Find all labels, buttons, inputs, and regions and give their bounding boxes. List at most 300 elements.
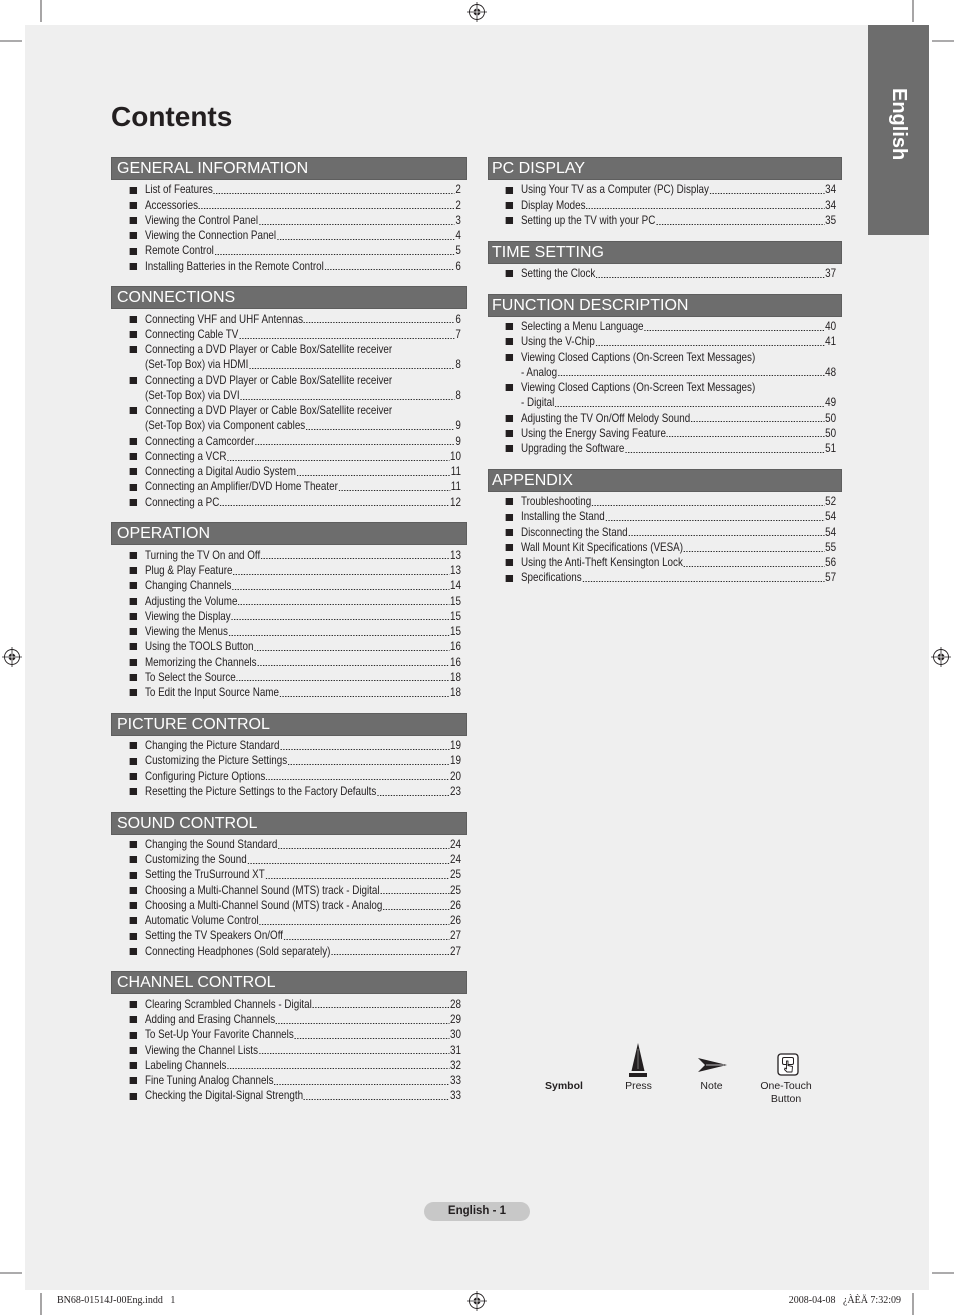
toc-entry xyxy=(128,685,461,700)
page-number: 25 xyxy=(449,867,461,882)
page-number: 16 xyxy=(449,639,461,654)
toc-entry xyxy=(128,342,461,373)
toc-entry xyxy=(128,578,461,593)
dot-leader xyxy=(274,1084,449,1085)
toc-section xyxy=(111,522,467,700)
page-number: 28 xyxy=(449,996,461,1011)
toc-entry xyxy=(128,852,461,867)
toc-entry xyxy=(128,213,461,228)
page-number: 4 xyxy=(455,228,461,243)
entry-line xyxy=(145,342,461,357)
bullet-icon xyxy=(130,887,137,894)
dot-leader xyxy=(261,558,449,559)
press-label: Press xyxy=(625,1079,652,1092)
bullet-icon xyxy=(130,202,137,209)
bullet-icon xyxy=(130,1016,137,1023)
registration-mark-icon xyxy=(2,647,22,667)
entry-title: Viewing the Control Panel xyxy=(144,212,259,227)
entry-line xyxy=(521,380,836,395)
bullet-icon xyxy=(130,468,137,475)
entry-line xyxy=(521,350,836,365)
page-title: Contents xyxy=(111,101,233,132)
dot-leader xyxy=(255,444,454,445)
entry-line xyxy=(521,555,836,570)
entry-line xyxy=(145,357,461,372)
entry-line xyxy=(521,266,836,281)
dot-leader xyxy=(237,680,450,681)
bullet-icon xyxy=(130,659,137,666)
toc-entry xyxy=(128,784,461,799)
entry-line xyxy=(521,426,836,441)
page-number: 12 xyxy=(449,494,461,509)
bullet-icon xyxy=(130,263,137,270)
entry-line xyxy=(521,395,836,410)
dot-leader xyxy=(596,277,824,278)
toc-entry xyxy=(128,837,461,852)
toc-list xyxy=(128,835,461,959)
entry-title: To Set-Up Your Favorite Channels xyxy=(144,1027,294,1042)
toc-entry xyxy=(128,738,461,753)
entry-line xyxy=(145,883,461,898)
entry-title: Viewing the Connection Panel xyxy=(144,228,277,243)
dot-leader xyxy=(284,939,449,940)
entry-title: Resetting the Picture Settings to the Factory Defaults xyxy=(144,783,377,798)
entry-line xyxy=(145,373,461,388)
page-number: 24 xyxy=(449,852,461,867)
bullet-icon xyxy=(130,598,137,605)
toc-entry xyxy=(128,944,461,959)
entry-line xyxy=(145,928,461,943)
dot-leader xyxy=(586,208,824,209)
entry-line xyxy=(145,259,461,274)
entry-line xyxy=(145,388,461,403)
bullet-icon xyxy=(130,484,137,491)
bullet-icon xyxy=(130,438,137,445)
page-number: 15 xyxy=(449,593,461,608)
entry-line xyxy=(145,213,461,228)
toc-entry xyxy=(504,555,836,570)
entry-title: Using the Anti-Theft Kensington Lock xyxy=(520,555,683,570)
dot-leader xyxy=(199,208,455,209)
toc-list xyxy=(504,317,836,457)
page-number: 32 xyxy=(449,1057,461,1072)
entry-title: Connecting a VCR xyxy=(144,448,227,463)
entry-title: Connecting a PC xyxy=(144,494,220,509)
bullet-icon xyxy=(130,1032,137,1039)
page-number: 6 xyxy=(455,258,461,273)
toc-entry xyxy=(128,182,461,197)
dot-leader xyxy=(248,863,450,864)
toc-entry xyxy=(128,1027,461,1042)
dot-leader xyxy=(295,1038,450,1039)
entry-title: Upgrading the Software xyxy=(520,441,625,456)
bullet-icon xyxy=(130,872,137,879)
entry-line xyxy=(145,548,461,563)
entry-line xyxy=(521,365,836,380)
entry-title: Viewing Closed Captions (On-Screen Text Messages) xyxy=(520,349,756,364)
page-number: 8 xyxy=(455,387,461,402)
toc-entry xyxy=(128,913,461,928)
toc-entry xyxy=(504,441,836,456)
entry-title: Connecting a DVD Player or Cable Box/Satellite receiver xyxy=(144,403,393,418)
toc-section xyxy=(111,286,467,510)
entry-title: Changing the Picture Standard xyxy=(144,738,280,753)
page-number: 15 xyxy=(449,608,461,623)
toc-section xyxy=(111,812,467,959)
entry-line xyxy=(521,198,836,213)
entry-line xyxy=(521,182,836,197)
entry-line xyxy=(145,609,461,624)
entry-line xyxy=(145,738,461,753)
bullet-icon xyxy=(130,217,137,224)
bullet-icon xyxy=(130,377,137,384)
entry-line xyxy=(145,670,461,685)
bullet-icon xyxy=(506,498,513,505)
dot-leader xyxy=(238,604,449,605)
dot-leader xyxy=(558,375,824,376)
entry-title: Choosing a Multi-Channel Sound (MTS) track - Analog xyxy=(144,897,383,912)
bullet-icon xyxy=(506,529,513,536)
entry-line xyxy=(521,525,836,540)
page-number: 51 xyxy=(825,441,837,456)
entry-line xyxy=(145,1073,461,1088)
section-heading: APPENDIX xyxy=(488,469,842,492)
bullet-icon xyxy=(506,217,513,224)
bullet-icon xyxy=(506,187,513,194)
entry-line xyxy=(521,411,836,426)
bullet-icon xyxy=(130,841,137,848)
bullet-icon xyxy=(506,323,513,330)
dot-leader xyxy=(260,924,450,925)
page-number: 9 xyxy=(455,418,461,433)
page-number: 11 xyxy=(450,479,461,494)
toc-entry xyxy=(128,883,461,898)
dot-leader xyxy=(306,429,455,430)
entry-title: Labeling Channels xyxy=(144,1057,227,1072)
toc-entry xyxy=(128,373,461,404)
entry-title: Viewing Closed Captions (On-Screen Text Messages) xyxy=(520,380,756,395)
dot-leader xyxy=(625,452,824,453)
entry-title: Setting the TV Speakers On/Off xyxy=(144,928,283,943)
entry-line xyxy=(145,867,461,882)
bullet-icon xyxy=(506,544,513,551)
entry-title: Viewing the Display xyxy=(144,608,231,623)
bullet-icon xyxy=(506,384,513,391)
section-heading: CONNECTIONS xyxy=(111,286,467,309)
entry-line xyxy=(145,403,461,418)
entry-title: Display Modes xyxy=(520,197,586,212)
dot-leader xyxy=(605,520,824,521)
toc-entry xyxy=(128,243,461,258)
dot-leader xyxy=(583,581,825,582)
language-tab-label: English xyxy=(888,88,910,161)
dot-leader xyxy=(304,322,455,323)
entry-title: Configuring Picture Options xyxy=(144,768,266,783)
page-number: 2 xyxy=(455,197,461,212)
dot-leader xyxy=(227,1068,449,1069)
toc-entry xyxy=(504,198,836,213)
section-heading: CHANNEL CONTROL xyxy=(111,971,467,994)
entry-line xyxy=(145,784,461,799)
page-number: 15 xyxy=(449,624,461,639)
toc-list xyxy=(128,309,461,510)
bullet-icon xyxy=(130,933,137,940)
bullet-icon xyxy=(130,613,137,620)
toc-section xyxy=(111,157,467,274)
entry-title-continued: - Analog xyxy=(520,364,558,379)
entry-title: Selecting a Menu Language xyxy=(520,319,644,334)
page-number: 25 xyxy=(449,882,461,897)
entry-title: Connecting a DVD Player or Cable Box/Satellite receiver xyxy=(144,372,393,387)
page-number: 41 xyxy=(825,334,837,349)
section-heading: PICTURE CONTROL xyxy=(111,713,467,736)
toc-list xyxy=(504,264,836,282)
page-number: 24 xyxy=(449,836,461,851)
toc-entry xyxy=(128,1088,461,1103)
bullet-icon xyxy=(130,582,137,589)
bullet-icon xyxy=(130,856,137,863)
page-number: 11 xyxy=(450,464,461,479)
toc-entry xyxy=(128,1043,461,1058)
bullet-icon xyxy=(506,430,513,437)
dot-leader xyxy=(555,406,824,407)
entry-title: Memorizing the Channels xyxy=(144,654,257,669)
bullet-icon xyxy=(130,499,137,506)
entry-title: To Edit the Input Source Name xyxy=(144,685,279,700)
page-number: 26 xyxy=(449,897,461,912)
bullet-icon xyxy=(506,202,513,209)
toc-entry xyxy=(128,670,461,685)
note-icon xyxy=(697,1057,728,1073)
bullet-icon xyxy=(130,674,137,681)
page-number: 19 xyxy=(449,738,461,753)
toc-entry xyxy=(128,495,461,510)
dot-leader xyxy=(254,650,449,651)
bullet-icon xyxy=(506,354,513,361)
toc-column-right xyxy=(488,157,842,598)
dot-leader xyxy=(592,505,824,506)
dot-leader xyxy=(684,566,825,567)
entry-line xyxy=(145,312,461,327)
toc-entry xyxy=(128,1058,461,1073)
page-number: 35 xyxy=(825,212,837,227)
page-number: 27 xyxy=(449,943,461,958)
page-number: 5 xyxy=(455,243,461,258)
dot-leader xyxy=(280,749,449,750)
page-number: 18 xyxy=(449,685,461,700)
entry-title: Connecting a Digital Audio System xyxy=(144,464,296,479)
bullet-icon xyxy=(506,514,513,521)
entry-line xyxy=(521,509,836,524)
toc-entry xyxy=(128,753,461,768)
one-touch-label-line2: Button xyxy=(770,1092,802,1105)
entry-line xyxy=(145,944,461,959)
toc-entry xyxy=(128,609,461,624)
entry-line xyxy=(145,753,461,768)
page-number: 14 xyxy=(449,578,461,593)
toc-entry xyxy=(128,1012,461,1027)
toc-entry xyxy=(504,319,836,334)
page-number: 29 xyxy=(449,1012,461,1027)
bullet-icon xyxy=(130,643,137,650)
dot-leader xyxy=(227,460,449,461)
dot-leader xyxy=(215,254,455,255)
entry-title: Using the TOOLS Button xyxy=(144,639,254,654)
entry-line xyxy=(145,1043,461,1058)
bullet-icon xyxy=(130,248,137,255)
toc-column-left xyxy=(111,157,467,1116)
page-number: 13 xyxy=(449,547,461,562)
toc-entry xyxy=(504,182,836,197)
page-number: 7 xyxy=(455,326,461,341)
entry-line xyxy=(145,228,461,243)
toc-entry xyxy=(128,228,461,243)
entry-title: Connecting an Amplifier/DVD Home Theater xyxy=(144,479,338,494)
dot-leader xyxy=(383,909,449,910)
entry-title: Changing Channels xyxy=(144,578,232,593)
entry-title: Setting the Clock xyxy=(520,265,596,280)
entry-line xyxy=(145,997,461,1012)
toc-entry xyxy=(504,509,836,524)
toc-entry xyxy=(128,594,461,609)
toc-entry xyxy=(128,327,461,342)
dot-leader xyxy=(232,589,449,590)
bullet-icon xyxy=(130,948,137,955)
dot-leader xyxy=(377,795,449,796)
entry-line xyxy=(521,213,836,228)
page-number: 27 xyxy=(449,928,461,943)
dot-leader xyxy=(710,193,825,194)
entry-line xyxy=(145,594,461,609)
dot-leader xyxy=(231,619,449,620)
one-touch-button-icon xyxy=(777,1053,799,1076)
entry-title: Remote Control xyxy=(144,243,214,258)
toc-list xyxy=(128,736,461,799)
dot-leader xyxy=(644,330,824,331)
language-tab xyxy=(868,25,929,235)
bullet-icon xyxy=(130,742,137,749)
entry-title: Checking the Digital-Signal Strength xyxy=(144,1088,304,1103)
dot-leader xyxy=(656,224,824,225)
toc-entry xyxy=(128,403,461,434)
dot-leader xyxy=(691,421,824,422)
entry-title: Changing the Sound Standard xyxy=(144,836,278,851)
bullet-icon xyxy=(130,628,137,635)
dot-leader xyxy=(278,848,449,849)
toc-entry xyxy=(128,449,461,464)
dot-leader xyxy=(380,893,449,894)
dot-leader xyxy=(304,1099,449,1100)
dot-leader xyxy=(339,490,450,491)
entry-line xyxy=(145,624,461,639)
section-heading: PC DISPLAY xyxy=(488,157,842,180)
entry-title: Troubleshooting xyxy=(520,494,592,509)
dot-leader xyxy=(684,551,824,552)
dot-leader xyxy=(266,779,449,780)
toc-entry xyxy=(128,434,461,449)
entry-line xyxy=(145,837,461,852)
entry-title: Fine Tuning Analog Channels xyxy=(144,1073,274,1088)
entry-title: Setting up the TV with your PC xyxy=(520,212,656,227)
entry-title: Accessories xyxy=(144,197,199,212)
entry-line xyxy=(145,198,461,213)
toc-section xyxy=(111,713,467,799)
toc-entry xyxy=(128,655,461,670)
toc-entry xyxy=(504,334,836,349)
toc-entry xyxy=(504,213,836,228)
dot-leader xyxy=(229,635,449,636)
toc-entry xyxy=(504,380,836,411)
bullet-icon xyxy=(506,559,513,566)
bullet-icon xyxy=(130,773,137,780)
dot-leader xyxy=(233,574,449,575)
page-number: 30 xyxy=(449,1027,461,1042)
page-number: 3 xyxy=(455,212,461,227)
entry-title: Adding and Erasing Channels xyxy=(144,1012,276,1027)
section-heading: FUNCTION DESCRIPTION xyxy=(488,294,842,317)
entry-title: Connecting a Camcorder xyxy=(144,433,255,448)
toc-section xyxy=(488,241,842,282)
page-number: 2 xyxy=(455,182,461,197)
entry-line xyxy=(145,1058,461,1073)
bullet-icon xyxy=(506,338,513,345)
section-heading: TIME SETTING xyxy=(488,241,842,264)
toc-section xyxy=(488,157,842,228)
toc-list xyxy=(504,180,836,228)
toc-entry xyxy=(504,350,836,381)
toc-entry xyxy=(128,624,461,639)
dot-leader xyxy=(266,878,450,879)
toc-entry xyxy=(128,479,461,494)
dot-leader xyxy=(249,368,454,369)
toc-entry xyxy=(128,997,461,1012)
entry-line xyxy=(145,913,461,928)
bullet-icon xyxy=(130,346,137,353)
entry-title: Turning the TV On and Off xyxy=(144,547,261,562)
page-number: 8 xyxy=(455,357,461,372)
page-number: 34 xyxy=(825,197,837,212)
page-number: 23 xyxy=(449,783,461,798)
entry-title: Automatic Volume Control xyxy=(144,913,259,928)
bullet-icon xyxy=(130,232,137,239)
toc-entry xyxy=(128,198,461,213)
bullet-icon xyxy=(506,445,513,452)
toc-entry xyxy=(128,312,461,327)
entry-title: Setting the TruSurround XT xyxy=(144,867,265,882)
entry-line xyxy=(145,1088,461,1103)
bullet-icon xyxy=(130,453,137,460)
page-number: 33 xyxy=(449,1088,461,1103)
entry-title: Plug & Play Feature xyxy=(144,563,233,578)
page-number: 20 xyxy=(449,768,461,783)
entry-line xyxy=(145,479,461,494)
page-number: 54 xyxy=(825,524,837,539)
toc-entry xyxy=(504,494,836,509)
page-number-badge: English - 1 xyxy=(424,1202,530,1221)
bullet-icon xyxy=(130,187,137,194)
page-number: 9 xyxy=(455,433,461,448)
dot-leader xyxy=(276,1023,449,1024)
bullet-icon xyxy=(130,1077,137,1084)
page-number: 55 xyxy=(825,539,837,554)
toc-entry xyxy=(504,266,836,281)
page-number: 31 xyxy=(449,1042,461,1057)
entry-line xyxy=(145,327,461,342)
entry-title: List of Features xyxy=(144,182,213,197)
toc-section xyxy=(488,469,842,586)
bullet-icon xyxy=(130,552,137,559)
entry-title: Using the V-Chip xyxy=(520,334,595,349)
